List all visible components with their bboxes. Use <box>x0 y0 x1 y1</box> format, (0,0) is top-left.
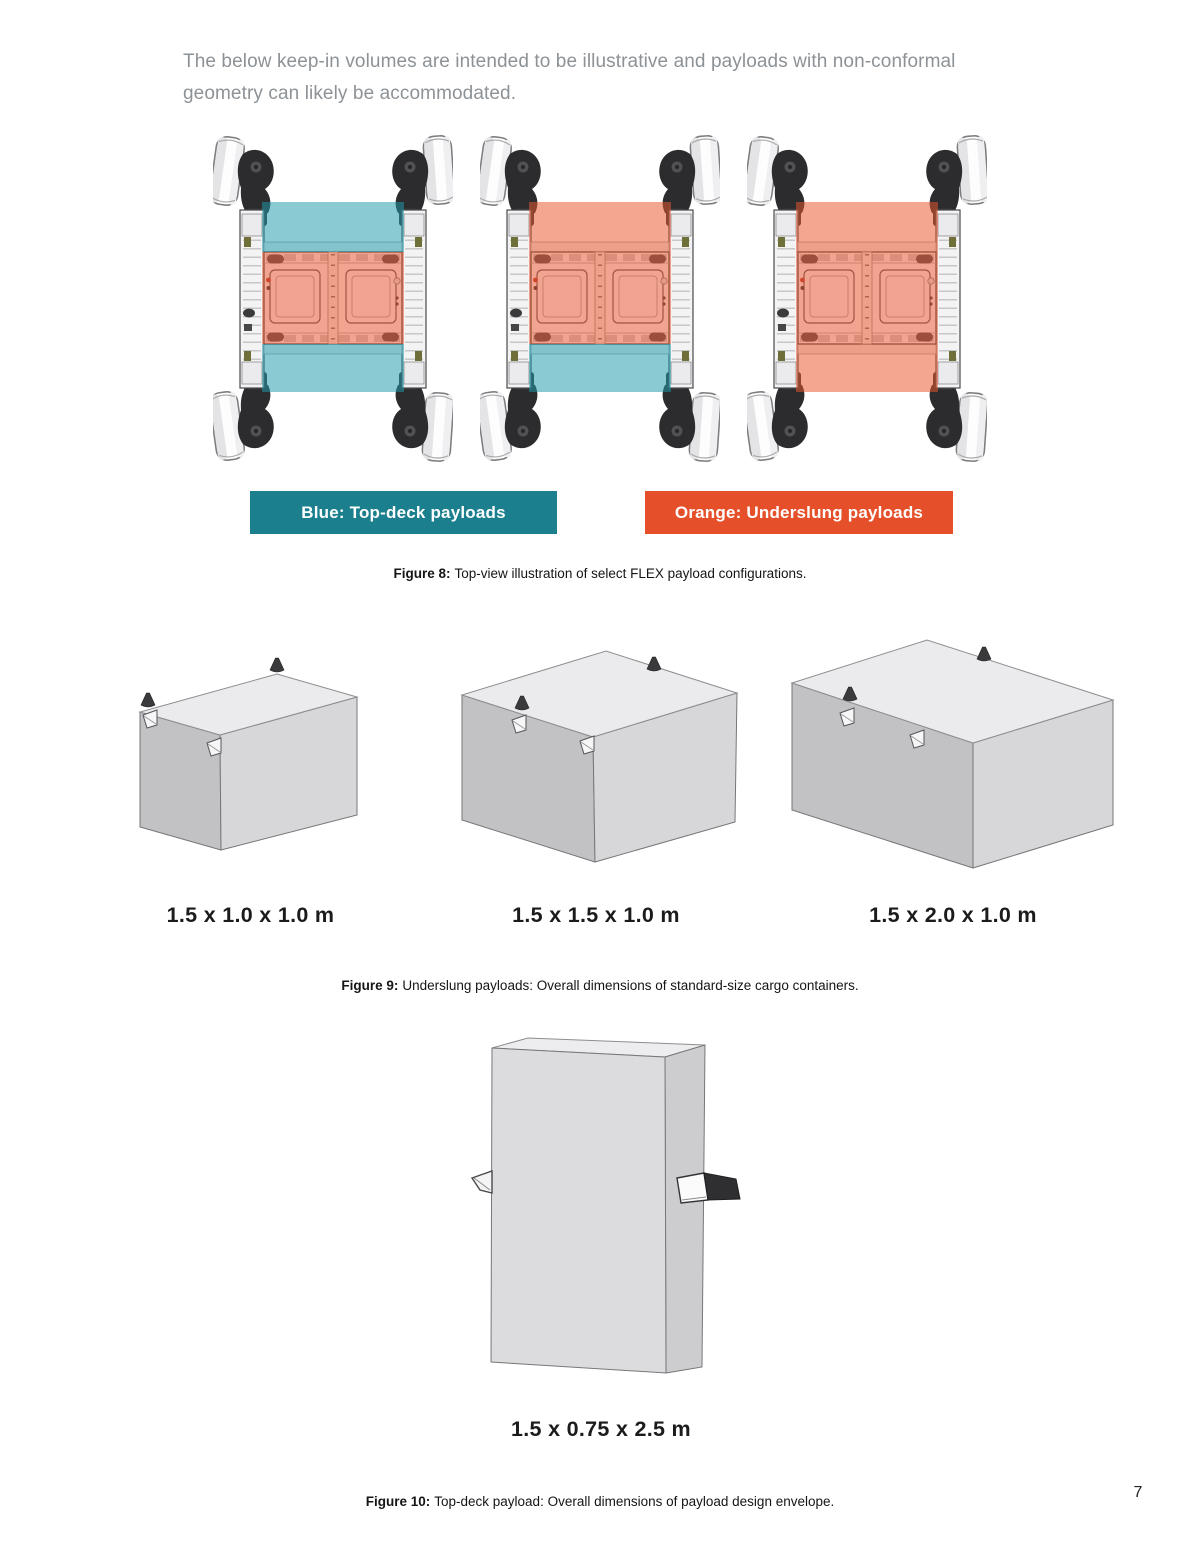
payload-envelope-dimensions: 1.5 x 0.75 x 2.5 m <box>511 1417 691 1441</box>
cargo-box-1.5x2.0x1.0 <box>783 623 1123 883</box>
cargo-box-1.5x1.0x1.0 <box>133 650 368 885</box>
legend-orange-label: Orange: Underslung payloads <box>674 502 924 522</box>
mount-marker <box>977 647 991 661</box>
figure-9-text: Underslung payloads: Overall dimensions of standard-size cargo containers. <box>402 978 859 993</box>
rover-top-view-config-3 <box>747 130 987 463</box>
cargo-box-1.5x1.5x1.0 <box>450 633 742 878</box>
mount-marker <box>270 658 284 672</box>
figure-8-text: Top-view illustration of select FLEX payload configurations. <box>454 566 807 581</box>
legend-top-deck-payloads <box>250 491 557 534</box>
cargo-box-3-dimensions: 1.5 x 2.0 x 1.0 m <box>869 903 1037 927</box>
figure-10-text: Top-deck payload: Overall dimensions of payload design envelope. <box>434 1494 835 1509</box>
figure-10-caption <box>0 1494 1200 1509</box>
intro-paragraph: The below keep-in volumes are intended to be illustrative and payloads with non-conformal geometry can likely be accommodated. <box>183 51 956 104</box>
rover-top-view-config-2 <box>480 130 720 463</box>
keep-in-zone-rear <box>796 344 938 392</box>
keep-in-zone-front <box>796 202 938 252</box>
keep-in-zone-front <box>262 202 404 252</box>
cargo-box-1-dimensions: 1.5 x 1.0 x 1.0 m <box>166 903 335 927</box>
keep-in-zone-deck <box>796 252 938 344</box>
keep-in-zone-rear <box>262 344 404 392</box>
keep-in-zone-deck <box>262 252 404 344</box>
keep-in-zone-front <box>529 202 671 252</box>
keep-in-zone-rear <box>529 344 671 392</box>
legend-underslung-payloads <box>645 491 953 534</box>
page-number: 7 <box>1133 1484 1143 1501</box>
payload-envelope-box <box>470 1032 770 1382</box>
figure-9-caption <box>0 978 1200 993</box>
figure-8-label: Figure 8: <box>393 566 451 581</box>
figure-10-label: Figure 10: <box>365 1494 431 1509</box>
keep-in-zone-deck <box>529 252 671 344</box>
figure-9-label: Figure 9: <box>341 978 399 993</box>
rover-top-view-config-1 <box>213 130 453 463</box>
side-tab-left <box>472 1171 492 1193</box>
mount-marker <box>647 657 661 671</box>
mount-marker <box>141 693 155 707</box>
side-tab-right <box>677 1173 740 1203</box>
legend-blue-label: Blue: Top-deck payloads <box>301 502 506 522</box>
cargo-box-2-dimensions: 1.5 x 1.5 x 1.0 m <box>512 903 680 927</box>
figure-8-caption <box>0 566 1200 581</box>
